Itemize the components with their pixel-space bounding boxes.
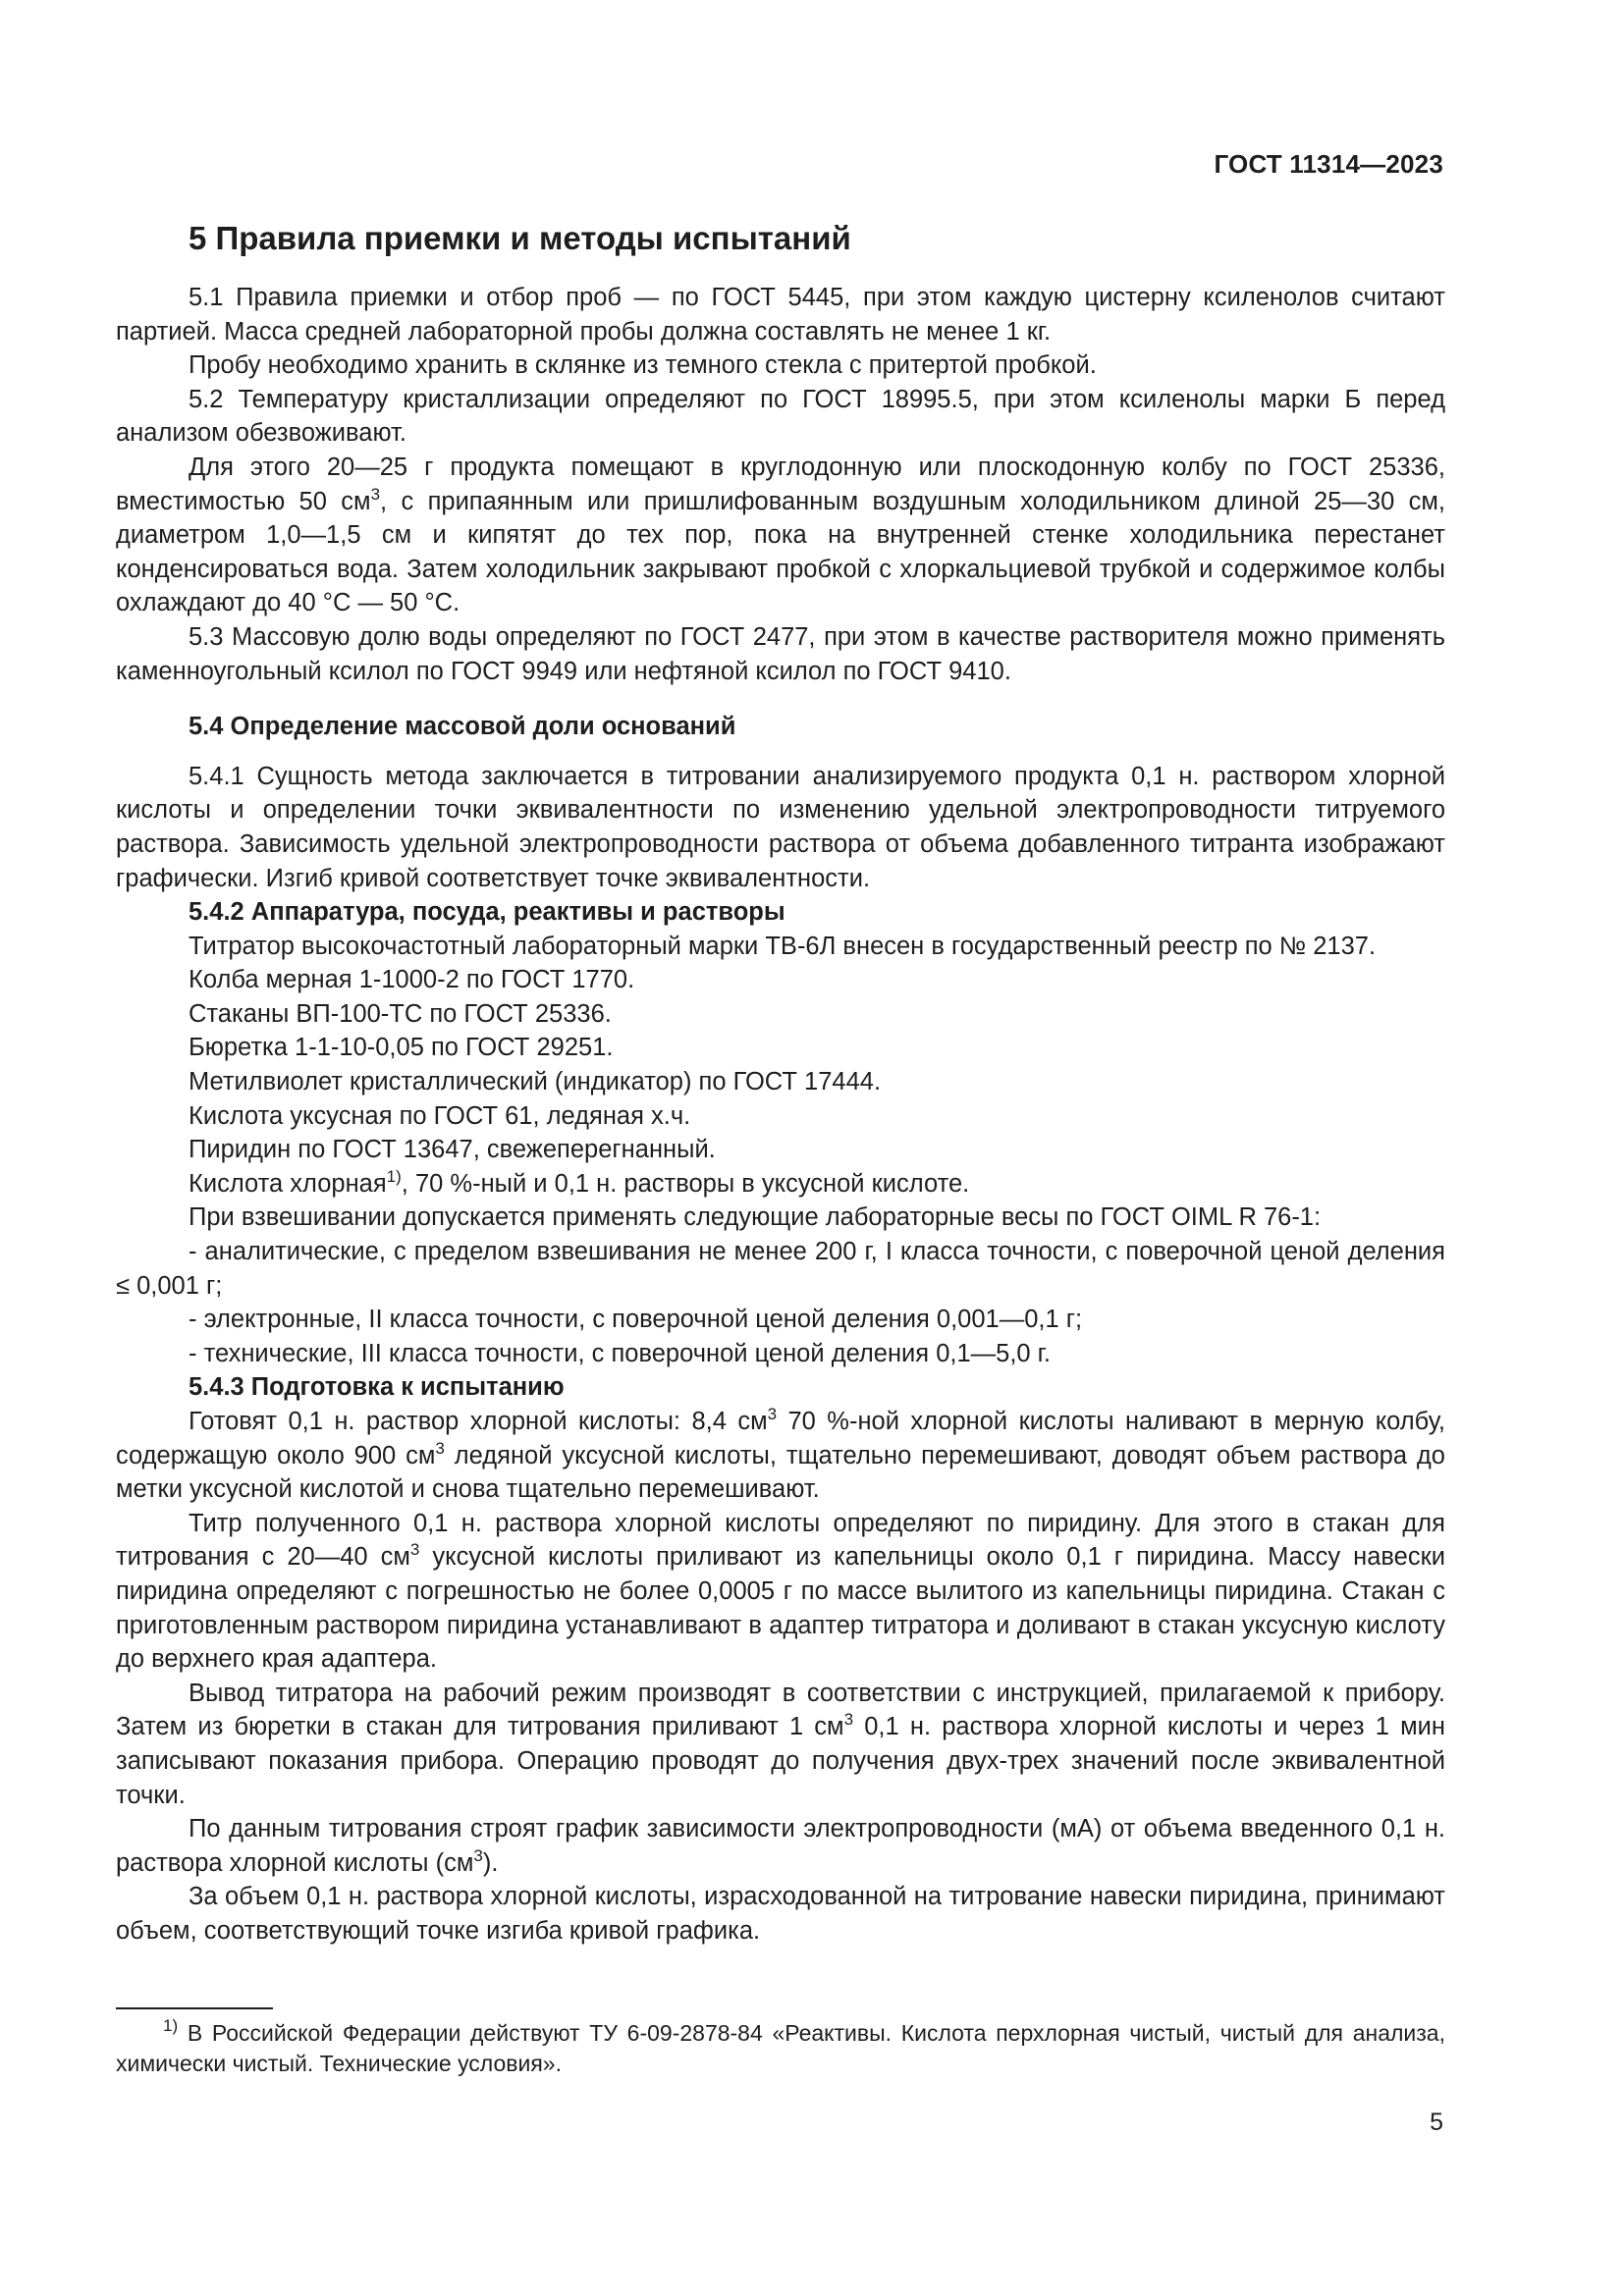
text-run: уксусной кислоты приливают из капельницы около 0,1 г пиридина. Массу навески пиридина определяют с погрешностью не более 0,0005 г по массе вылитого из капельницы пиридина. Стакан с приготовленным раствором пиридина устанавливают в адаптер титратора и доливают в стакан уксусную кислоту до верхнего края адаптера. [116,1543,1445,1674]
superscript: 3 [767,1405,778,1423]
footnote-text [116,2018,1445,2079]
superscript: 3 [409,1540,420,1560]
text-run: 0,1 н. раствора хлорной кислоты и через 1 мин записывают показания прибора. Операцию проводят до получения двух-трех значений после эквивалентной точки. [116,1713,1445,1809]
superscript: 3 [843,1710,854,1730]
paragraph-volume: За объем 0,1 н. раствора хлорной кислоты, израсходованной на титрование навески пиридина, принимают объем, соответствующий точке изгиба кривой графика. [116,1883,1445,1945]
text-run: Для этого 20—25 г продукта помещают в круглодонную или плоскодонную колбу по ГОСТ 25336, вместимостью 50 см [116,453,1445,515]
text-run: Готовят 0,1 н. раствор хлорной кислоты: 8,4 см [189,1408,768,1435]
superscript: 3 [435,1438,445,1458]
section-5-title: 5 Правила приемки и методы испытаний [189,220,851,256]
section-5-4-3-title: 5.4.3 Подготовка к испытанию [189,1373,565,1402]
paragraph-5-4-1: 5.4.1 Сущность метода заключается в титровании анализируемого продукта 0,1 н. раствором хлорной кислоты и определении точки эквивалентности по изменению удельной электропроводности титруемого раствора. Зависимость удельной электропроводности раствора от объема добавленного титранта изображают графически. Изгиб кривой соответствует точке эквивалентности. [116,762,1445,892]
footnote [116,2018,1445,2079]
standard-id-header: ГОСТ 11314—2023 [1214,149,1443,179]
item-indicator: Метилвиолет кристаллический (индикатор) по ГОСТ 17444. [189,1068,882,1096]
paragraph-5-1: 5.1 Правила приемки и отбор проб — по ГОСТ 5445, при этом каждую цистерну ксиленолов считают партией. Масса средней лабораторной пробы должна составлять не менее 1 кг. [116,284,1445,346]
text-run: 70 %-ной хлорной кислоты наливают в мерную колбу, содержащую около 900 см [116,1408,1445,1469]
text-run: ). [482,1848,499,1877]
paragraph-prep-solution [116,1405,1445,1507]
section-5-4-title: 5.4 Определение массовой доли оснований [189,713,736,741]
text-run: , 70 %-ный и 0,1 н. растворы в уксусной кислоте. [401,1169,970,1198]
text-run: Титр полученного 0,1 н. раствора хлорной кислоты определяют по пиридину. Для этого в стакан для титрования с 20—40 см [116,1509,1445,1572]
scale-analytical: - аналитические, с пределом взвешивания не менее 200 г, I класса точности, с поверочной ценой деления ≤ 0,001 г; [116,1238,1445,1300]
paragraph-5-2-dehydration [116,451,1445,620]
item-burette: Бюретка 1-1-10-0,05 по ГОСТ 29251. [189,1034,614,1062]
scale-technical: - технические, III класса точности, с поверочной ценой деления 0,1—5,0 г. [189,1339,1051,1367]
paragraph-operating-mode [116,1677,1445,1812]
section-5-4-2-title: 5.4.2 Аппаратура, посуда, реактивы и растворы [189,898,785,927]
text-run: , с припаянным или пришлифованным воздушным холодильником длиной 25—30 см, диаметром 1,0—1,5 см и кипятят до тех пор, пока на внутренней стенке холодильника перестанет конденсироваться вода. Затем холодильник закрывают пробкой с хлоркальциевой трубкой и содержимое колбы охлаждают до 40 °С — 50 °С. [116,487,1445,617]
text-run: ледяной уксусной кислоты, тщательно перемешивают, доводят объем раствора до метки уксусной кислотой и снова тщательно перемешивают. [116,1441,1445,1504]
text-run: Вывод титратора на рабочий режим производят в соответствии с инструкцией, прилагаемой к прибору. Затем из бюретки в стакан для титрования приливают 1 см [116,1679,1445,1741]
item-flask: Колба мерная 1-1000-2 по ГОСТ 1770. [189,966,635,994]
item-beakers: Стаканы ВП-100-ТС по ГОСТ 25336. [189,999,612,1028]
paragraph-graph [116,1812,1445,1880]
item-titrator: Титратор высокочастотный лабораторный марки ТВ-6Л внесен в государственный реестр по № 2137. [189,932,1377,960]
page-body [116,218,1445,1949]
scale-electronic: - электронные, II класса точности, с поверочной ценой деления 0,001—0,1 г; [189,1306,1083,1334]
item-pyridine: Пиридин по ГОСТ 13647, свежеперегнанный. [189,1136,716,1164]
item-perchloric-acid [116,1167,1445,1201]
superscript: 3 [473,1845,483,1865]
paragraph-5-3: 5.3 Массовую долю воды определяют по ГОСТ 2477, при этом в качестве растворителя можно применять каменноугольный ксилол по ГОСТ 9949 или нефтяной ксилол по ГОСТ 9410. [116,622,1445,685]
paragraph-titer [116,1507,1445,1677]
text-run: Кислота хлорная [189,1169,387,1198]
superscript: 3 [370,484,381,504]
footnote-ref: 1) [386,1166,402,1186]
footnote-marker: 1) [163,2016,179,2035]
scales-intro: При взвешивании допускается применять следующие лабораторные весы по ГОСТ OIML R 76-1: [189,1203,1322,1232]
footnote-divider [116,2007,273,2009]
paragraph-sample-storage: Пробу необходимо хранить в склянке из темного стекла с притертой пробкой. [189,351,1097,380]
text-run: В Российской Федерации действуют ТУ 6-09-2878-84 «Реактивы. Кислота перхлорная чистый, чистый для анализа, химически чистый. Технические условия». [116,2020,1445,2076]
text-run: По данным титрования строят график зависимости электропроводности (мА) от объема введенного 0,1 н. раствора хлорной кислоты (см [116,1815,1445,1877]
item-acetic-acid: Кислота уксусная по ГОСТ 61, ледяная х.ч. [189,1101,691,1130]
paragraph-5-2: 5.2 Температуру кристаллизации определяют по ГОСТ 18995.5, при этом ксиленолы марки Б перед анализом обезвоживают. [116,385,1445,448]
page-number: 5 [1430,2109,1443,2136]
